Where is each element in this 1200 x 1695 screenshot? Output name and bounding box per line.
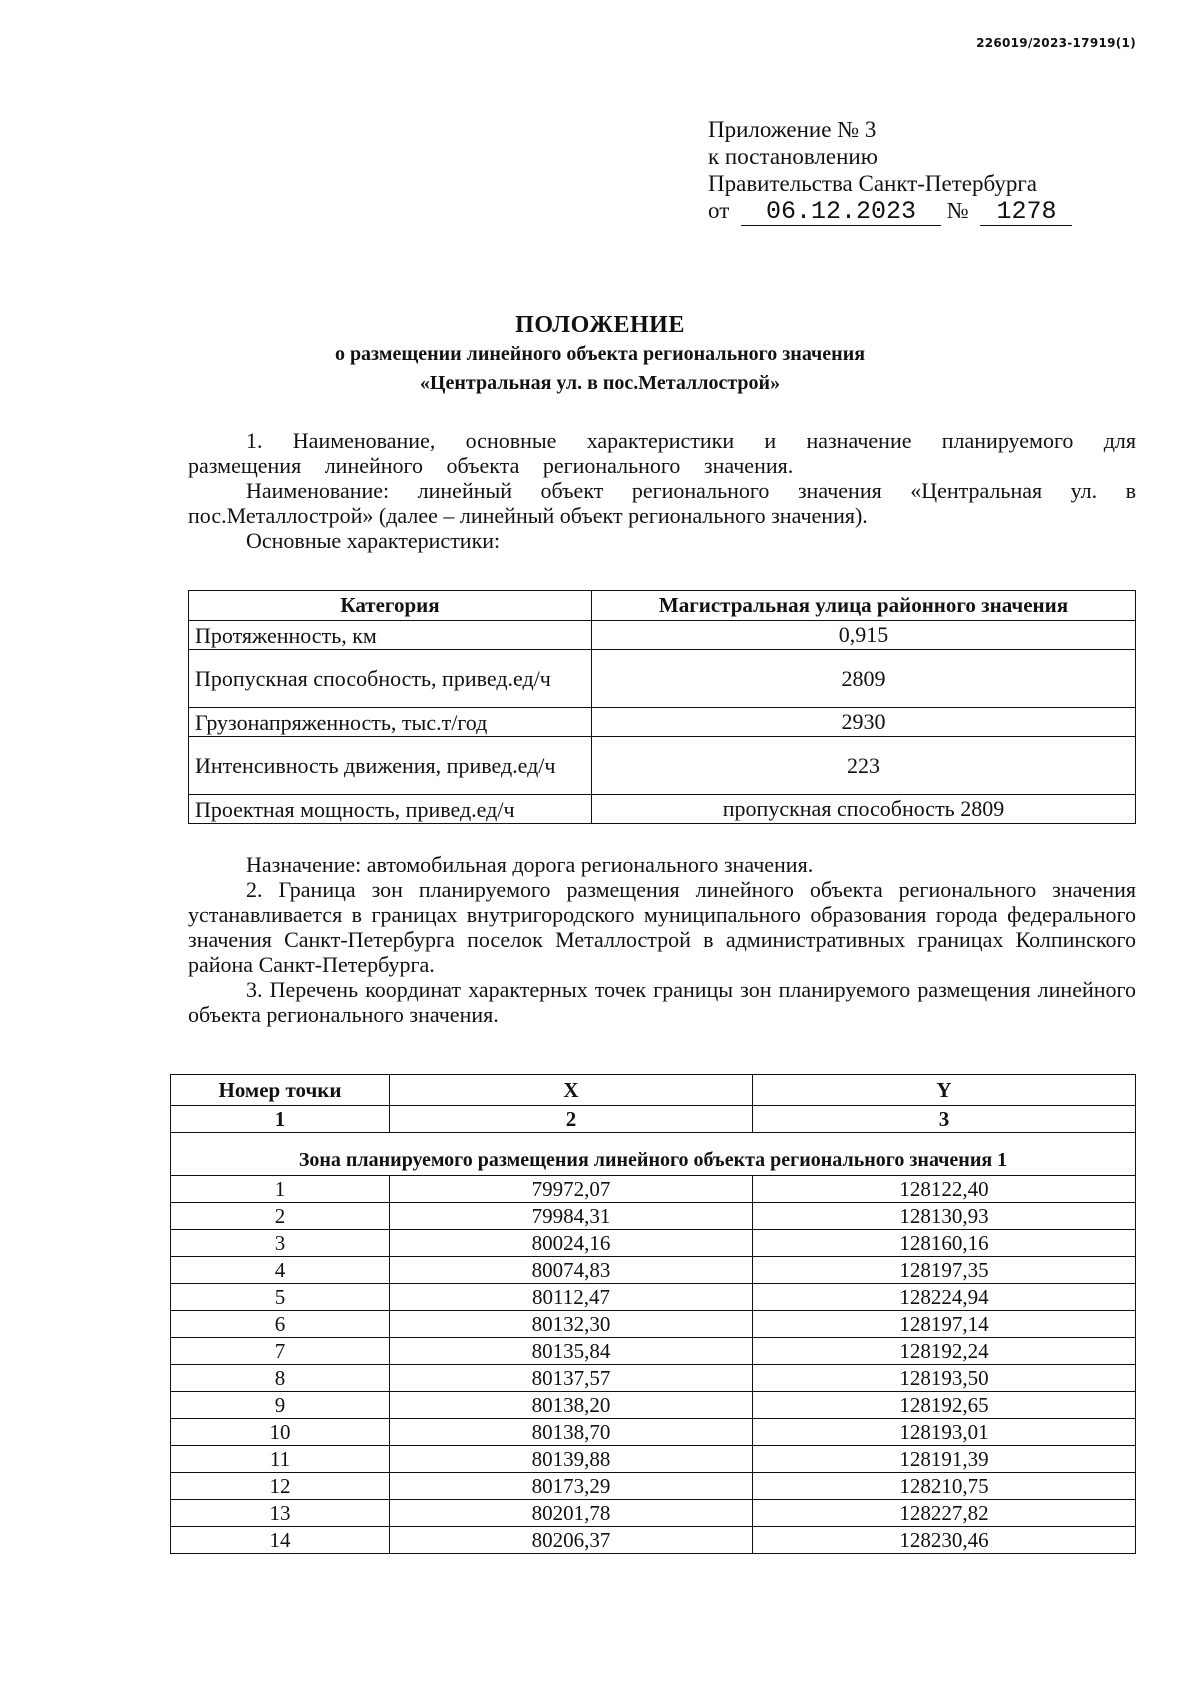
table-index-row [171,1106,1136,1133]
purpose-text: Назначение: автомобильная дорога регионального значения. [246,852,814,877]
table-cell-label: Интенсивность движения, привед.ед/ч [189,737,592,795]
table-row [171,1446,1136,1473]
y-coordinate-cell: 128191,39 [753,1446,1136,1473]
table-header-category: Категория [189,591,592,621]
point-number-cell: 3 [171,1230,390,1257]
y-coordinate-cell: 128192,65 [753,1392,1136,1419]
document-subtitle-2: «Центральная ул. в пос.Металлострой» [419,372,781,394]
x-coordinate-cell: 80074,83 [390,1257,753,1284]
x-coordinate-cell: 80201,78 [390,1500,753,1527]
y-coordinate-cell: 128192,24 [753,1338,1136,1365]
point-number-cell: 8 [171,1365,390,1392]
appendix-number-label: № [946,198,969,223]
y-coordinate-cell: 128224,94 [753,1284,1136,1311]
point-number-cell: 7 [171,1338,390,1365]
table-row [171,1527,1136,1554]
table-row [171,1473,1136,1500]
appendix-block [708,116,1072,226]
table-row [171,1392,1136,1419]
table-cell-value: 2930 [592,708,1136,737]
x-coordinate-cell: 80135,84 [390,1338,753,1365]
table-header-point-number: Номер точки [171,1075,390,1106]
point-number-cell: 11 [171,1446,390,1473]
table-cell-value: 2809 [592,650,1136,708]
section-1-characteristics-label: Основные характеристики: [246,528,501,553]
document-id: 226019/2023-17919(1) [976,36,1136,50]
section-3-text: 3. Перечень координат характерных точек границы зон планируемого размещения линейного объекта регионального значения. [188,977,1136,1027]
y-coordinate-cell: 128210,75 [753,1473,1136,1500]
point-number-cell: 4 [171,1257,390,1284]
point-number-cell: 10 [171,1419,390,1446]
coordinates-rows [171,1176,1136,1554]
table-cell-label: Протяженность, км [189,621,592,650]
table-index-cell: 1 [171,1106,390,1133]
x-coordinate-cell: 79984,31 [390,1203,753,1230]
y-coordinate-cell: 128197,35 [753,1257,1136,1284]
x-coordinate-cell: 79972,07 [390,1176,753,1203]
appendix-date: 06.12.2023 [741,198,941,226]
table-cell-label: Проектная мощность, привед.ед/ч [189,795,592,824]
table-cell-value: пропускная способность 2809 [592,795,1136,824]
document-heading: ПОЛОЖЕНИЕ [515,312,685,338]
table-row [189,708,1136,737]
table-row [171,1257,1136,1284]
characteristics-table [188,590,1136,824]
table-row [171,1338,1136,1365]
point-number-cell: 9 [171,1392,390,1419]
y-coordinate-cell: 128197,14 [753,1311,1136,1338]
table-index-cell: 2 [390,1106,753,1133]
table-cell-value: 223 [592,737,1136,795]
y-coordinate-cell: 128160,16 [753,1230,1136,1257]
table-row [189,621,1136,650]
point-number-cell: 1 [171,1176,390,1203]
section-2-3-text [188,852,1136,1027]
table-header-street-class: Магистральная улица районного значения [592,591,1136,621]
point-number-cell: 14 [171,1527,390,1554]
y-coordinate-cell: 128122,40 [753,1176,1136,1203]
zone-title: Зона планируемого размещения линейного объекта регионального значения 1 [171,1133,1136,1176]
table-header-y: Y [753,1075,1136,1106]
table-row [171,1230,1136,1257]
x-coordinate-cell: 80138,20 [390,1392,753,1419]
y-coordinate-cell: 128227,82 [753,1500,1136,1527]
appendix-date-line [708,197,1072,226]
table-header-row [189,591,1136,621]
table-cell-label: Грузонапряженность, тыс.т/год [189,708,592,737]
x-coordinate-cell: 80206,37 [390,1527,753,1554]
table-index-cell: 3 [753,1106,1136,1133]
appendix-line-1: Приложение № 3 [708,117,877,142]
y-coordinate-cell: 128193,50 [753,1365,1136,1392]
table-cell-label: Пропускная способность, привед.ед/ч [189,650,592,708]
point-number-cell: 12 [171,1473,390,1500]
x-coordinate-cell: 80139,88 [390,1446,753,1473]
point-number-cell: 13 [171,1500,390,1527]
table-row [171,1311,1136,1338]
document-subtitle-1: о размещении линейного объекта регионального значения [334,343,866,365]
y-coordinate-cell: 128130,93 [753,1203,1136,1230]
document-title-block [0,310,1200,398]
x-coordinate-cell: 80132,30 [390,1311,753,1338]
table-row [189,650,1136,708]
point-number-cell: 6 [171,1311,390,1338]
table-row [189,737,1136,795]
section-1-name: Наименование: линейный объект регионального значения «Центральная ул. в пос.Металлострой» (далее – линейный объект регионального значения). [188,478,1136,528]
table-row [189,795,1136,824]
table-row [171,1365,1136,1392]
x-coordinate-cell: 80024,16 [390,1230,753,1257]
point-number-cell: 2 [171,1203,390,1230]
x-coordinate-cell: 80137,57 [390,1365,753,1392]
table-header-x: X [390,1075,753,1106]
x-coordinate-cell: 80112,47 [390,1284,753,1311]
table-row [171,1203,1136,1230]
point-number-cell: 5 [171,1284,390,1311]
appendix-from-label: от [708,198,730,223]
y-coordinate-cell: 128193,01 [753,1419,1136,1446]
table-row [171,1500,1136,1527]
x-coordinate-cell: 80138,70 [390,1419,753,1446]
appendix-number: 1278 [980,198,1072,226]
coordinates-table [170,1074,1136,1554]
section-1-text [188,428,1136,553]
appendix-line-3: Правительства Санкт-Петербурга [708,171,1037,196]
table-cell-value: 0,915 [592,621,1136,650]
appendix-line-2: к постановлению [708,144,878,169]
section-1-heading: 1. Наименование, основные характеристики и назначение планируемого для размещения линейного объекта регионального значения. [188,428,1136,478]
y-coordinate-cell: 128230,46 [753,1527,1136,1554]
table-zone-row [171,1133,1136,1176]
table-row [171,1419,1136,1446]
x-coordinate-cell: 80173,29 [390,1473,753,1500]
table-header-row [171,1075,1136,1106]
section-2-text: 2. Граница зон планируемого размещения линейного объекта регионального значения устанавливается в границах внутригородского муниципального образования города федерального значения Санкт-Петербурга поселок Металлострой в административных границах Колпинского района Санкт-Петербурга. [188,877,1136,977]
table-row [171,1284,1136,1311]
table-row [171,1176,1136,1203]
